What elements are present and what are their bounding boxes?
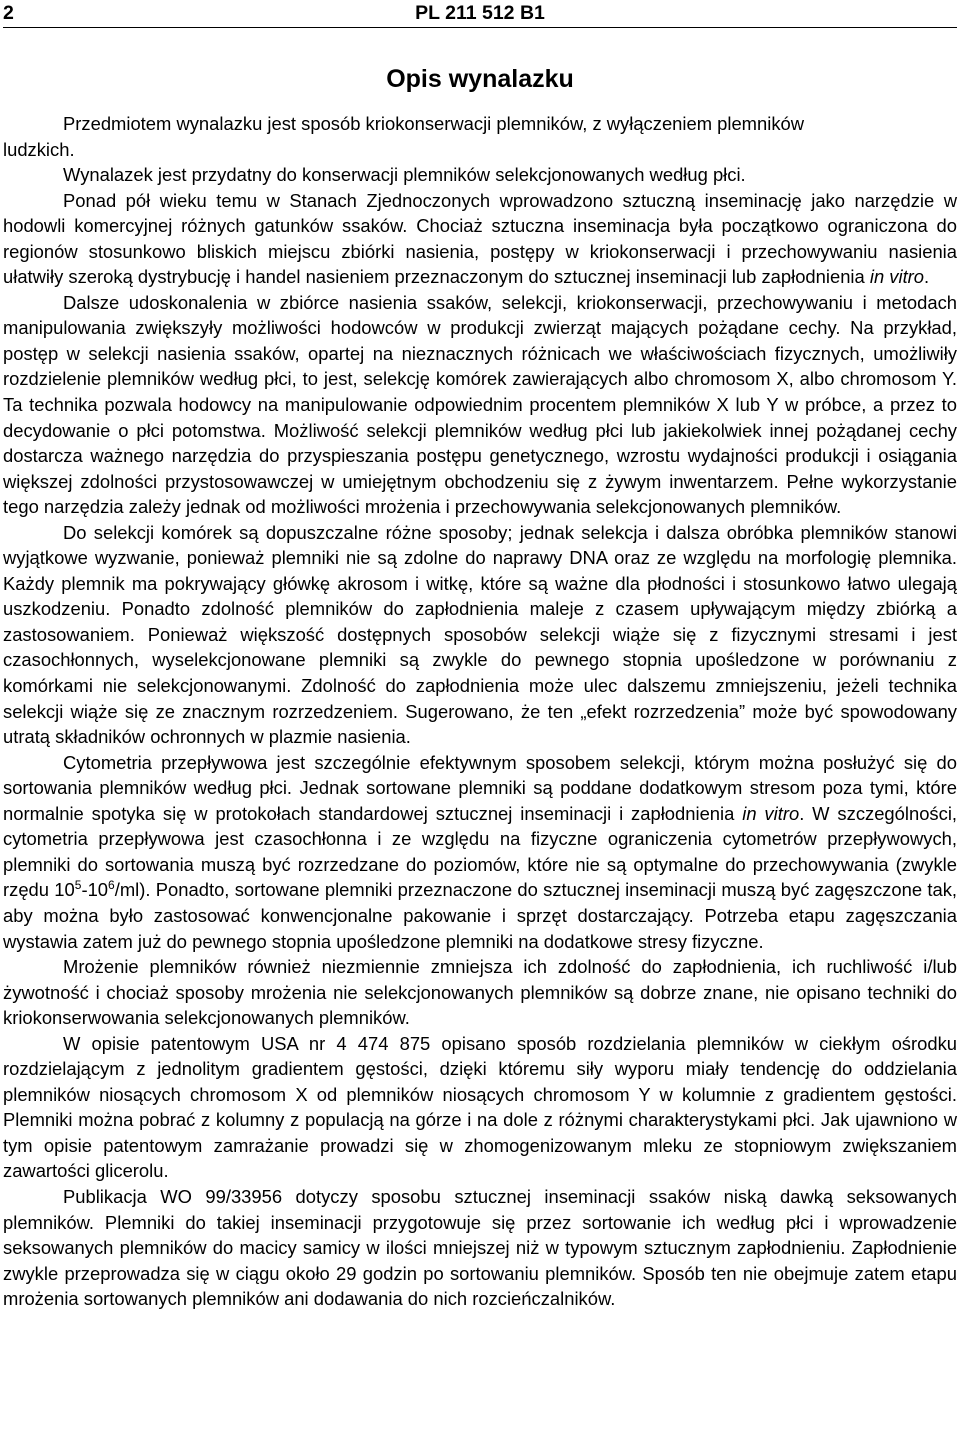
paragraph-improvements: Dalsze udoskonalenia w zbiórce nasienia ssaków, selekcji, kriokonserwacji, przechowywaniu i metodach manipulowania zwiększyły możliwości hodowców w produkcji zwierząt mających pożądane cechy. Na przykład, postęp w selekcji nasienia ssaków, opartej na nieznacznych różnicach we właściwościach fizycznych, umożliwiły rozdzielenie plemników według płci, to jest, selekcję komórek zawierających albo chromosom X, albo chromosom Y. Ta technika pozwala hodowcy na manipulowanie odpowiednim procentem plemników X lub Y w próbce, a przez to decydowanie o płci potomstwa. Możliwość selekcji plemników według płci lub jakiekolwiek innej pożądanej cechy dostarcza ważnego narzędzia do przyspieszania postępu genetycznego, wzrostu wydajności produkcji i osiągania większej zdolności przystosowawczej w umiejętnym obchodzeniu się z żywym inwentarzem. Pełne wykorzystanie tego narzędzia zależy jednak od możliwości mrożenia i przechowywania selekcjonowanych plemników. [3, 291, 957, 518]
paragraph-subject: Przedmiotem wynalazku jest sposób kriokonserwacji plemników, z wyłączeniem plemników [63, 113, 805, 134]
paragraph-background: Ponad pół wieku temu w Stanach Zjednoczonych wprowadzono sztuczną inseminację jako narzędzie w hodowli komercyjnej różnych gatunków ssaków. Chociaż sztuczna inseminacja była początkowo ograniczona do regionów stosunkowo bliskich miejscu zbiórki nasienia, postępy w kriokonserwacji i przechowywaniu nasienia ułatwiły szeroką dystrybucję i handel nasieniem przeznaczonym do sztucznej inseminacji lub zapłodnienia in vitro. [3, 189, 957, 288]
paragraph-wo-publication: Publikacja WO 99/33956 dotyczy sposobu sztucznej inseminacji ssaków niską dawką seksowanych plemników. Plemniki do takiej inseminacji przygotowuje się przez sortowanie ich według płci i wprowadzenie seksowanych plemników do macicy samicy w ilości mniejszej niż w typowym sztucznym zapłodnieniu. Zapłodnienie zwykle przeprowadza się w ciągu około 29 godzin po sortowaniu plemników. Sposób ten nie obejmuje zatem etapu mrożenia sortowanych plemników ani dodawania do nich rozcieńczalników. [3, 1185, 957, 1310]
header-rule [3, 27, 957, 28]
paragraph-subject-continued: ludzkich. [3, 138, 75, 160]
page-number: 2 [3, 2, 14, 24]
paragraph-usefulness: Wynalazek jest przydatny do konserwacji plemników selekcjonowanych według płci. [63, 164, 746, 186]
paragraph-us-patent: W opisie patentowym USA nr 4 474 875 opisano sposób rozdzielania plemników w ciekłym ośrodku rozdzielającym z jednolitym gradientem gęstości, dzięki któremu siły wyporu miały tendencję do oddzielania plemników niosących chromosom X od plemników niosących chromosom Y w kolumnie z gradientem gęstości. Plemniki można pobrać z kolumny z populacją na górze i na dole z różnymi charakterystykami płci. Jak ujawniono w tym opisie patentowym zamrażanie prowadzi się w zhomogenizowanym mleku ze stopniowym zwiększaniem zawartości glicerolu. [3, 1032, 957, 1182]
paragraph-flow-cytometry: Cytometria przepływowa jest szczególnie efektywnym sposobem selekcji, którym można posłużyć się do sortowania plemników według płci. Jednak sortowane plemniki są poddane dodatkowym stresom poza tymi, które normalnie spotyka się w protokołach standardowej sztucznej inseminacji i zapłodnienia in vitro. W szczególności, cytometria przepływowa jest czasochłonna i ze względu na fizyczne ograniczenia cytometrów przepływowych, plemniki do sortowania muszą być rozrzedzane do poziomów, które nie są optymalne do przechowywania (zwykle rzędu $10^5-10^6/ml$). Ponadto, sortowane plemniki przeznaczone do sztucznej inseminacji muszą być zagęszczone tak, aby można było zastosować konwencjonalne pakowanie i sprzęt dostarczający. Potrzeba etapu zagęszczania wystawia zatem już do pewnego stopnia upośledzone plemniki na dodatkowe stresy fizyczne. [3, 751, 958, 952]
paragraph-freezing: Mrożenie plemników również niezmiennie zmniejsza ich zdolność do zapłodnienia, ich ruchliwość i/lub żywotność i chociaż sposoby mrożenia nie selekcjonowanych plemników są dobrze znane, nie opisano techniki do kriokonserwowania selekcjonowanych plemników. [3, 956, 957, 1029]
paragraph-selection-methods: Do selekcji komórek są dopuszczalne różne sposoby; jednak selekcja i dalsza obróbka plemników stanowi wyjątkowe wyzwanie, ponieważ plemniki nie są zdolne do naprawy DNA oraz ze względu na morfologię plemnika. Każdy plemnik ma pokrywający główkę akrosom i witkę, które są ważne dla płodności i stosunkowo łatwo ulegają uszkodzeniu. Ponadto zdolność plemników do zapłodnienia maleje z czasem upływającym między zbiórką a zastosowaniem. Ponieważ większość dostępnych sposobów selekcji wiąże się z fizycznymi stresami i jest czasochłonnych, wyselekcjonowane plemniki są zwykle do pewnego stopnia upośledzone w porównaniu z komórkami nie selekcjonowanymi. Zdolność do zapłodnienia może ulec dalszemu zmniejszeniu, jeżeli technika selekcji wiąże się ze znacznym rozrzedzeniem. Sugerowano, że ten „efekt rozrzedzenia” może być spowodowany utratą składników ochronnych w plazmie nasienia. [3, 521, 957, 748]
section-title: Opis wynalazku [386, 65, 574, 93]
document-body [3, 111, 957, 1312]
patent-number: PL 211 512 B1 [415, 2, 545, 24]
